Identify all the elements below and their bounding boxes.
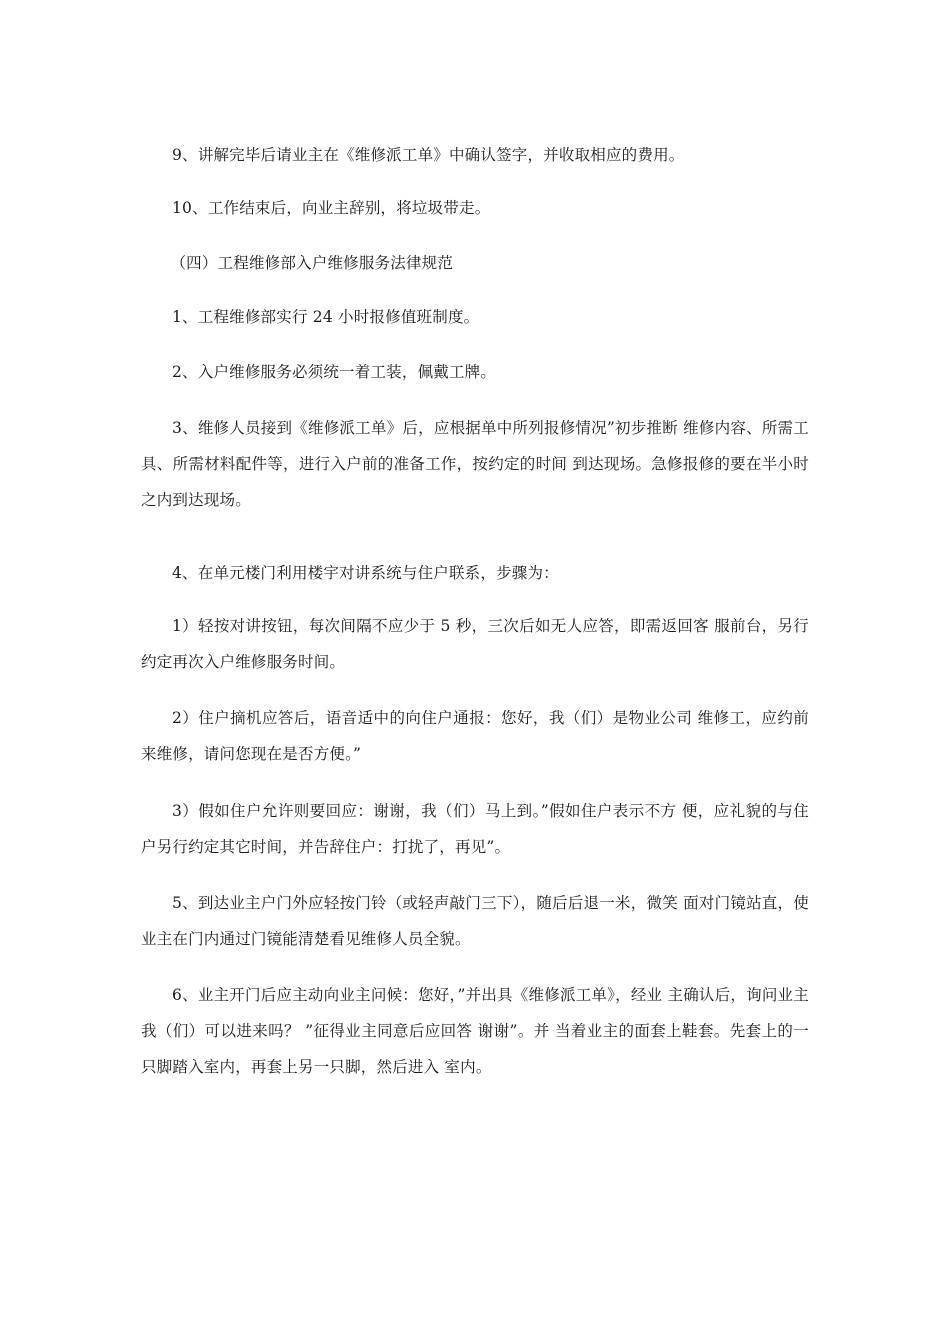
paragraph-step-3-respond: 3）假如住户允许则要回应：谢谢，我（们）马上到。”假如住户表示不方 便，应礼貌的与住户另行约定其它时间，并告辞住户：打扰了，再见”。 xyxy=(141,802,809,856)
paragraph-1-24h-duty: 1、工程维修部实行 24 小时报修值班制度。 xyxy=(172,308,480,326)
paragraph-3-preparation: 3、维修人员接到《维修派工单》后，应根据单中所列报修情况”初步推断 维修内容、所需工具、所需材料配件等，进行入户前的准备工作，按约定的时间 到达现场。急修报修的要在半小时之内到达现场。 xyxy=(141,419,809,509)
paragraph-step-1-press-button: 1）轻按对讲按钮，每次间隔不应少于 5 秒，三次后如无人应答，即需返回客 服前台，另行约定再次入户维修服务时间。 xyxy=(141,617,809,671)
paragraph-step-2-announce: 2）住户摘机应答后，语音适中的向住户通报：您好，我（们）是物业公司 维修工，应约前来维修，请问您现在是否方便。” xyxy=(141,709,809,763)
paragraph-4-intercom-steps: 4、在单元楼门利用楼宇对讲系统与住户联系，步骤为： xyxy=(172,564,559,582)
paragraph-9-sign-work-order: 9、讲解完毕后请业主在《维修派工单》中确认签字，并收取相应的费用。 xyxy=(172,146,685,164)
paragraph-10-leave-and-take-garbage: 10、工作结束后，向业主辞别，将垃圾带走。 xyxy=(172,199,491,217)
paragraph-2-uniform: 2、入户维修服务必须统一着工装，佩戴工牌。 xyxy=(172,363,497,381)
section-heading-four: （四）工程维修部入户维修服务法律规范 xyxy=(170,254,454,272)
paragraph-6-greeting-and-shoe-covers: 6、业主开门后应主动向业主问候：您好，”并出具《维修派工单》，经业 主确认后，询问业主我（们）可以进来吗？ ”征得业主同意后应回答 谢谢”。并 当着业主的面套上鞋套。先套上的一只脚踏入室内，再套上另一只脚，然后进入 室内。 xyxy=(141,986,809,1076)
paragraph-5-doorbell: 5、到达业主户门外应轻按门铃（或轻声敲门三下），随后后退一米，微笑 面对门镜站直，使业主在门内通过门镜能清楚看见维修人员全貌。 xyxy=(141,894,809,948)
